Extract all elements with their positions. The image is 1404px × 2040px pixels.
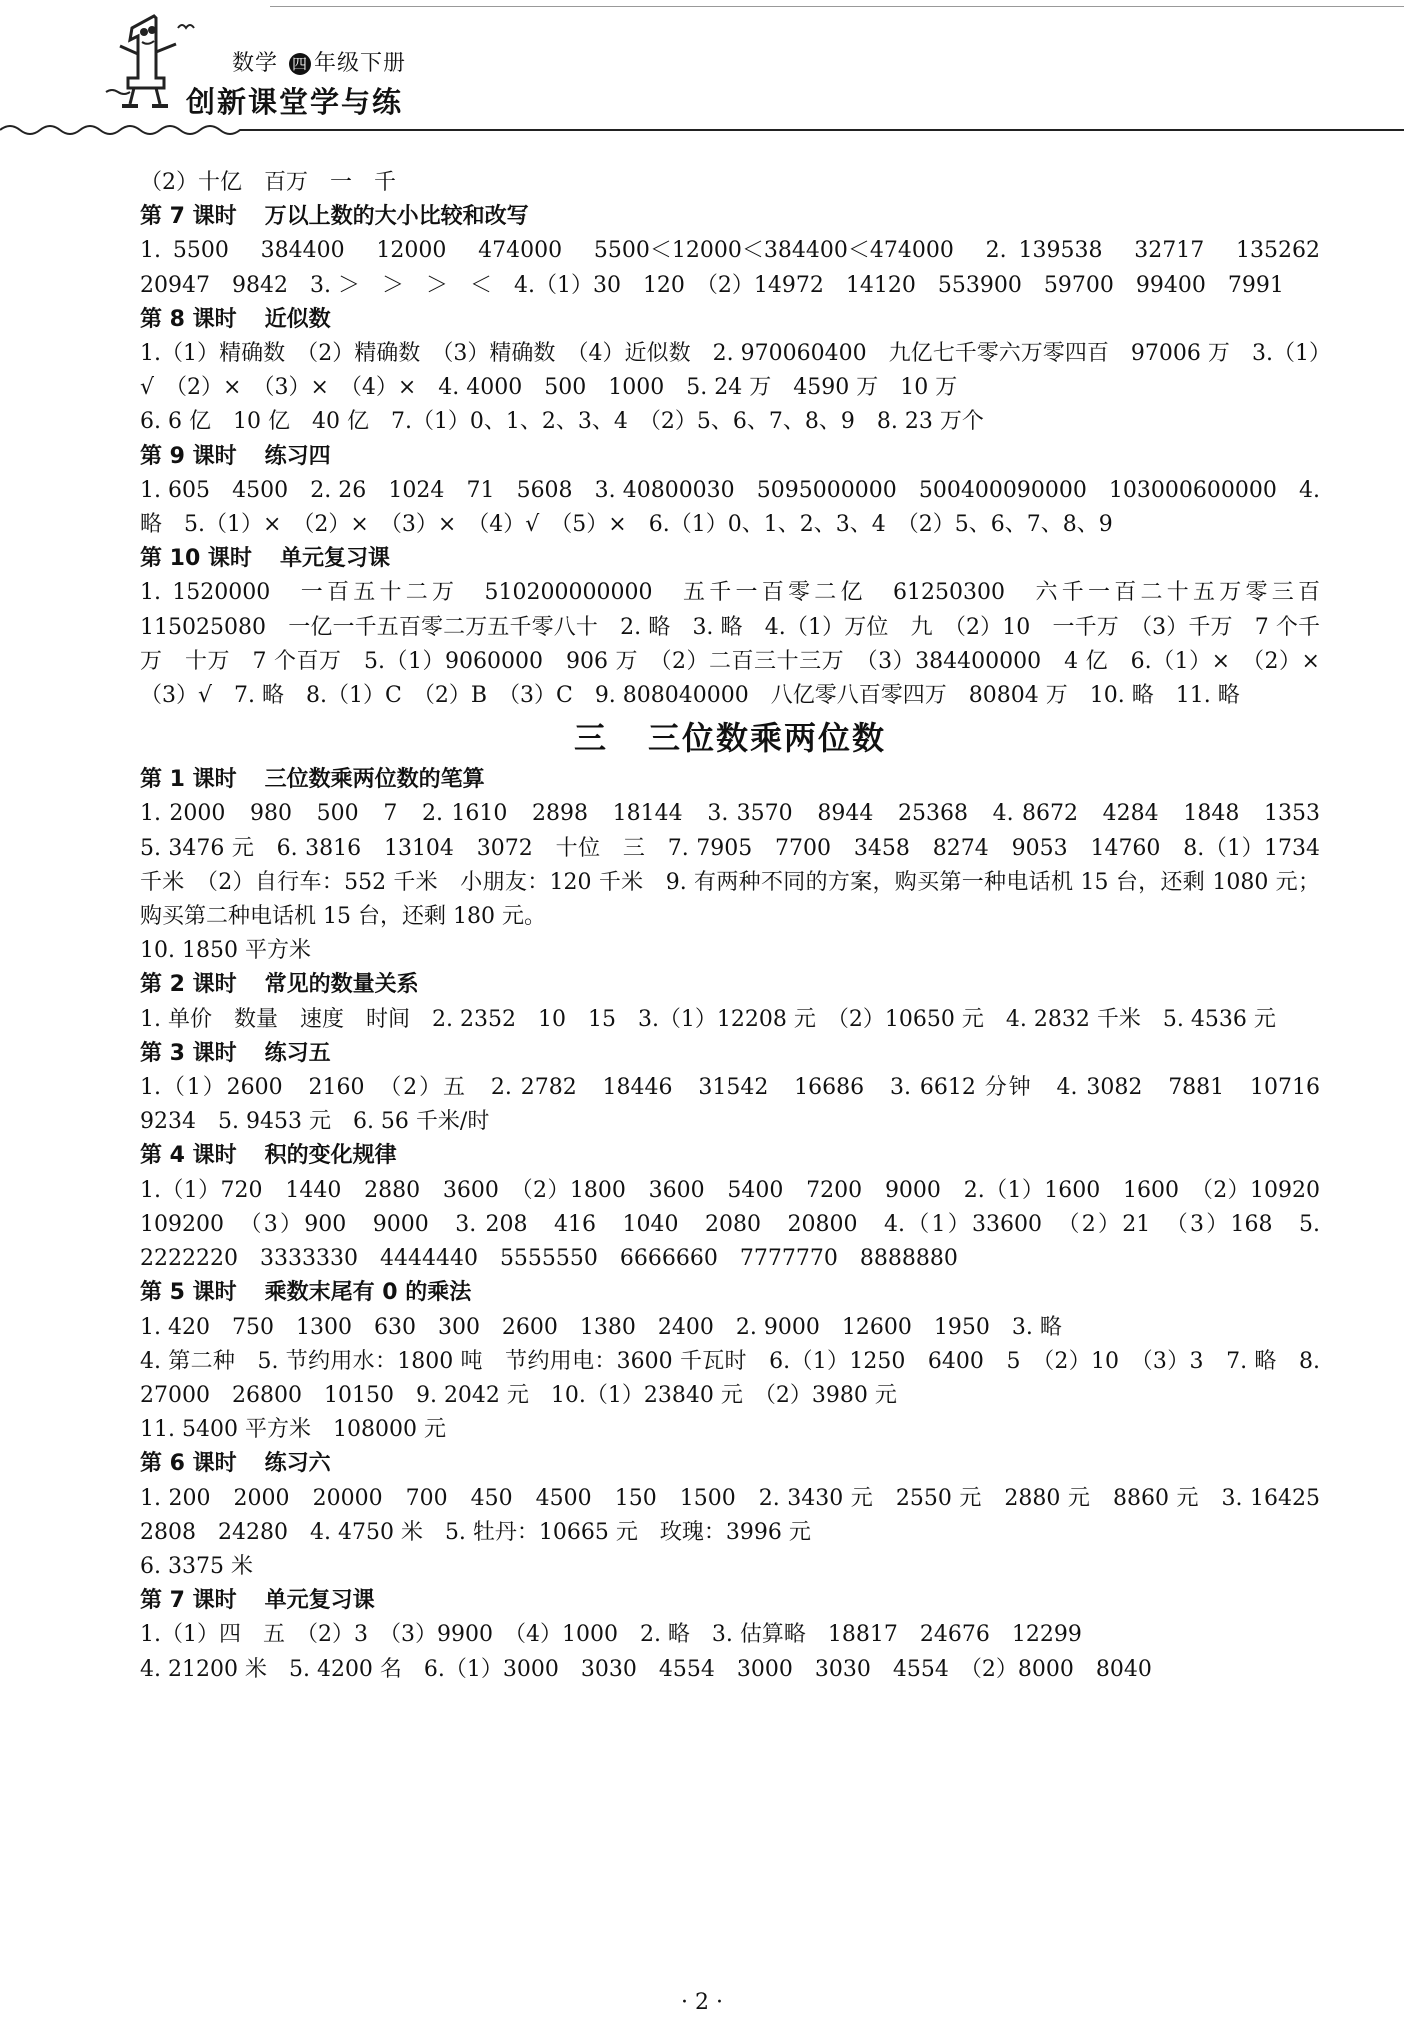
lesson-heading: [140, 763, 1320, 797]
answer-paragraph: 10. 1850 平方米: [140, 938, 311, 964]
answer-paragraph: 1. 200 2000 20000 700 450 4500 150 1500 2. 3430 元 2550 元 2880 元 8860 元 3. 16425 2808 24280 4. 4750 米 5. 牡丹：10665 元 玫瑰：3996 元: [140, 1485, 1343, 1545]
lesson-heading: [140, 200, 1320, 234]
answer-paragraph: 1. 1520000 一百五十二万 510200000000 五千一百零二亿 61250300 六千一百二十五万零三百 115025080 一亿一千五百零二万五千零八十 2. 略 3. 略 4.（1）万位 九 （2）10 一千万 （3）千万 7 个千万 十万 7 个百万 5.（1）9060000 906 万 （2）二百三十三万 （3）384400000 4 亿 6.（1）× （2）× （3）√ 7. 略 8.（1）C （2）B （3）C 9. 808040000 八亿零八百零四万 80804 万 10. 略 11. 略: [140, 580, 1343, 709]
lesson-title: 练习六: [264, 1451, 331, 1477]
lesson-title: 单元复习课: [264, 1588, 375, 1614]
answer-paragraph: 1. 420 750 1300 630 300 2600 1380 2400 2. 9000 12600 1950 3. 略: [140, 1314, 1062, 1340]
subject-grade-label: [232, 46, 406, 77]
lesson-title: 万以上数的大小比较和改写: [264, 204, 529, 230]
grade-badge: 四: [289, 53, 311, 75]
lesson-number: 第 1 课时: [140, 767, 237, 793]
answer-paragraph: 1. 2000 980 500 7 2. 1610 2898 18144 3. 3570 8944 25368 4. 8672 4284 1848 1353 5. 3476 元 6. 3816 13104 3072 十位 三 7. 7905 7700 3458 8274 9053 14760 8.（1）1734 千米 （2）自行车：552 千米 小朋友：120 千米 9. 有两种不同的方案，购买第一种电话机 15 台，还剩 1080 元；购买第二种电话机 15 台，还剩 180 元。: [140, 801, 1343, 930]
answer-paragraph: 1.（1）四 五 （2）3 （3）9900 （4）1000 2. 略 3. 估算略 18817 24676 12299: [140, 1622, 1082, 1648]
lesson-title: 常见的数量关系: [264, 972, 419, 998]
lesson-title: 乘数末尾有 0 的乘法: [264, 1280, 472, 1306]
lesson-title: 练习四: [264, 443, 331, 469]
lesson-title: 三位数乘两位数的笔算: [264, 767, 485, 793]
answer-paragraph: （2）十亿 百万 一 千: [140, 170, 396, 195]
lesson-title: 积的变化规律: [264, 1143, 397, 1169]
page-header: [0, 0, 1404, 140]
lesson-title: 练习五: [264, 1040, 331, 1066]
page-number: · 2 ·: [681, 1990, 723, 2015]
wavy-header-divider: [0, 118, 1404, 142]
chapter-heading: [140, 713, 1320, 763]
lesson-heading: [140, 1447, 1320, 1481]
lesson-number: 第 8 课时: [140, 306, 237, 332]
lesson-title: 近似数: [264, 306, 331, 332]
answer-paragraph: 6. 3375 米: [140, 1553, 253, 1579]
lesson-number: 第 5 课时: [140, 1280, 237, 1306]
answer-paragraph: 1. 5500 384400 12000 474000 5500＜12000＜384400＜474000 2. 139538 32717 135262 20947 9842 3. ＞ ＞ ＞ ＜ 4.（1）30 120 （2）14972 14120 553900 59700 99400 7991: [140, 238, 1343, 298]
lesson-number: 第 2 课时: [140, 972, 237, 998]
answer-paragraph: 4. 第二种 5. 节约用水：1800 吨 节约用电：3600 千瓦时 6.（1）1250 6400 5 （2）10 （3）3 7. 略 8. 27000 26800 10150 9. 2042 元 10.（1）23840 元 （2）3980 元: [140, 1348, 1320, 1408]
answer-paragraph: 1.（1）2600 2160 （2）五 2. 2782 18446 31542 16686 3. 6612 分钟 4. 3082 7881 10716 9234 5. 9453 元 6. 56 千米/时: [140, 1075, 1343, 1135]
lesson-number: 第 7 课时: [140, 1588, 237, 1614]
answer-paragraph: 1. 单价 数量 速度 时间 2. 2352 10 15 3.（1）12208 元 （2）10650 元 4. 2832 千米 5. 4536 元: [140, 1006, 1276, 1032]
chapter-title: 三位数乘两位数: [648, 719, 887, 758]
lesson-number: 第 7 课时: [140, 204, 237, 230]
lesson-heading: [140, 1037, 1320, 1071]
lesson-number: 第 4 课时: [140, 1143, 237, 1169]
subject-text: 数学: [232, 51, 279, 76]
book-brand-title: 创新课堂学与练: [186, 85, 404, 119]
answer-paragraph: 6. 6 亿 10 亿 40 亿 7.（1）0、1、2、3、4 （2）5、6、7、8、9 8. 23 万个: [140, 409, 984, 435]
lesson-heading: [140, 440, 1320, 474]
lesson-number: 第 10 课时: [140, 546, 252, 572]
grade-text: 年级下册: [314, 51, 407, 76]
lesson-heading: [140, 968, 1320, 1002]
answer-paragraph: 11. 5400 平方米 108000 元: [140, 1417, 446, 1443]
lesson-number: 第 3 课时: [140, 1040, 237, 1066]
chapter-number: 三: [573, 719, 608, 758]
lesson-title: 单元复习课: [279, 546, 390, 572]
answer-key-content: [140, 166, 1343, 1687]
lesson-number: 第 6 课时: [140, 1451, 237, 1477]
lesson-heading: [140, 542, 1320, 576]
lesson-heading: [140, 303, 1320, 337]
answer-paragraph: 1.（1）精确数 （2）精确数 （3）精确数 （4）近似数 2. 970060400 九亿七千零六万零四百 97006 万 3.（1）√ （2）× （3）× （4）× 4. 4000 500 1000 5. 24 万 4590 万 10 万: [140, 341, 1320, 401]
top-rule-divider: [270, 6, 1404, 7]
answer-paragraph: 4. 21200 米 5. 4200 名 6.（1）3000 3030 4554 3000 3030 4554 （2）8000 8040: [140, 1656, 1152, 1682]
answer-paragraph: 1. 605 4500 2. 26 1024 71 5608 3. 40800030 5095000000 500400090000 103000600000 4. 略 5.（1）× （2）× （3）× （4）√ （5）× 6.（1）0、1、2、3、4 （2）5、6、7、8、9: [140, 477, 1320, 538]
lesson-heading: [140, 1584, 1320, 1618]
answer-paragraph: 1.（1）720 1440 2880 3600 （2）1800 3600 5400 7200 9000 2.（1）1600 1600 （2）10920 109200 （3）900 9000 3. 208 416 1040 2080 20800 4.（1）33600 （2）21 （3）168 5. 2222220 3333330 4444440 5555550 6666660 7777770 8888880: [140, 1177, 1343, 1272]
lesson-heading: [140, 1139, 1320, 1173]
lesson-heading: [140, 1276, 1320, 1310]
lesson-number: 第 9 课时: [140, 443, 237, 469]
